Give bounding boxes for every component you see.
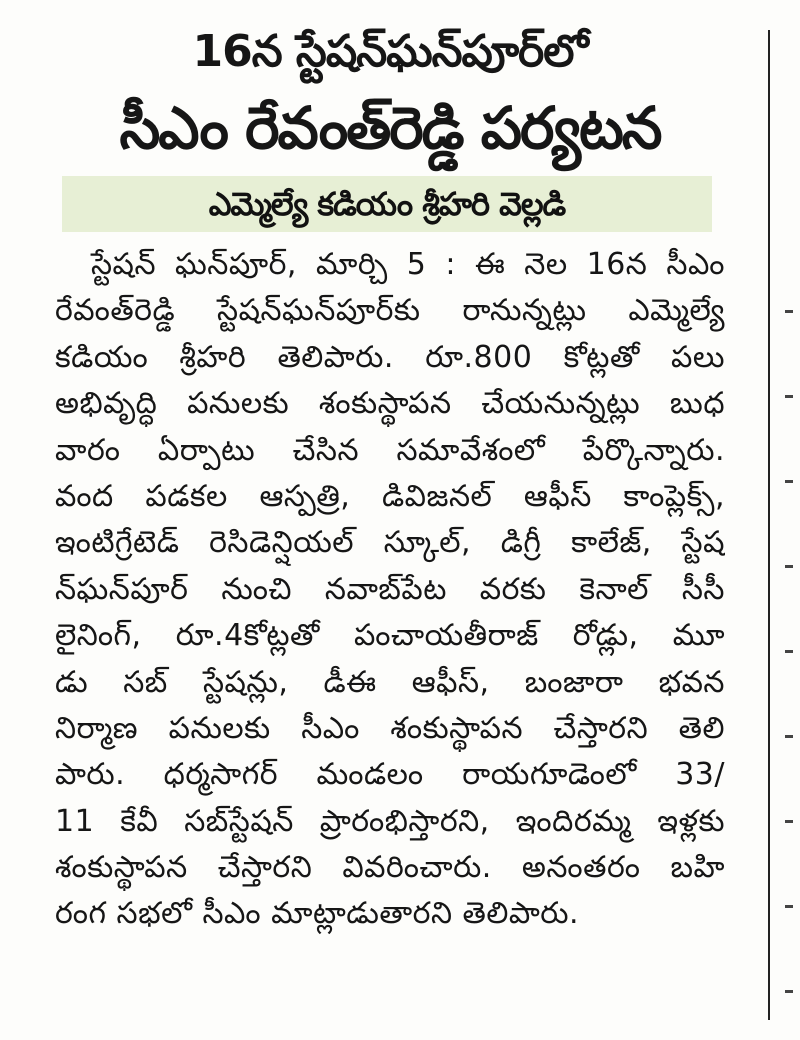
article-line: ఇంటిగ్రేటెడ్ రెసిడెన్షియల్ స్కూల్, డిగ్రీ కాలేజ్, స్టేష — [55, 525, 725, 561]
article-line: నిర్మాణ పనులకు సీఎం శంకుస్థాపన చేస్తారని తెలి — [55, 710, 725, 746]
article-line: డు సబ్ స్టేషన్లు, డీఈ ఆఫీస్, బంజారా భవన — [55, 664, 725, 700]
article-line: వారం ఏర్పాటు చేసిన సమావేశంలో పేర్కొన్నారు. — [55, 432, 725, 468]
article-line: స్టేషన్ ఘన్‌పూర్, మార్చి 5 : ఈ నెల 16న సీఎం — [91, 247, 725, 282]
article-line: రంగ సభలో సీఎం మాట్లాడుతారని తెలిపారు. — [55, 896, 580, 932]
headline-line-2: సీఎం రేవంత్‌రెడ్డి పర్యటన — [119, 94, 661, 162]
headline-line-1: 16న స్టేషన్‌ఘన్‌పూర్‌లో — [192, 26, 588, 77]
article-line: న్‌ఘన్‌పూర్ నుంచి నవాబ్‌పేట వరకు కెనాల్ సీసీ — [55, 571, 725, 607]
adjacent-column-fragment — [785, 300, 797, 1020]
subheadline: ఎమ్మెల్యే కడియం శ్రీహరి వెల్లడి — [208, 185, 566, 223]
article-line: 11 కేవీ సబ్‌స్టేషన్ ప్రారంభిస్తారని, ఇందిరమ్మ ఇళ్లకు — [55, 803, 725, 839]
article-line: అభివృద్ధి పనులకు శంకుస్థాపన చేయనున్నట్లు బుధ — [55, 386, 725, 422]
article-line: పారు. ధర్మసాగర్ మండలం రాయగూడెంలో 33/ — [55, 757, 725, 793]
article-line: రేవంత్‌రెడ్డి స్టేషన్‌ఘన్‌పూర్‌కు రానున్నట్లు ఎమ్మెల్యే — [55, 293, 725, 329]
article-line: శంకుస్థాపన చేస్తారని వివరించారు. అనంతరం బహి — [55, 850, 725, 886]
article-body — [55, 242, 725, 938]
column-divider — [768, 30, 770, 1020]
article-line: లైనింగ్, రూ.4కోట్లతో పంచాయతీరాజ్ రోడ్లు, మూ — [55, 618, 725, 654]
article-line: కడియం శ్రీహరి తెలిపారు. రూ.800 కోట్లతో పలు — [55, 339, 725, 375]
article-line: వంద పడకల ఆస్పత్రి, డివిజనల్ ఆఫీస్ కాంప్లెక్స్, — [55, 478, 725, 514]
